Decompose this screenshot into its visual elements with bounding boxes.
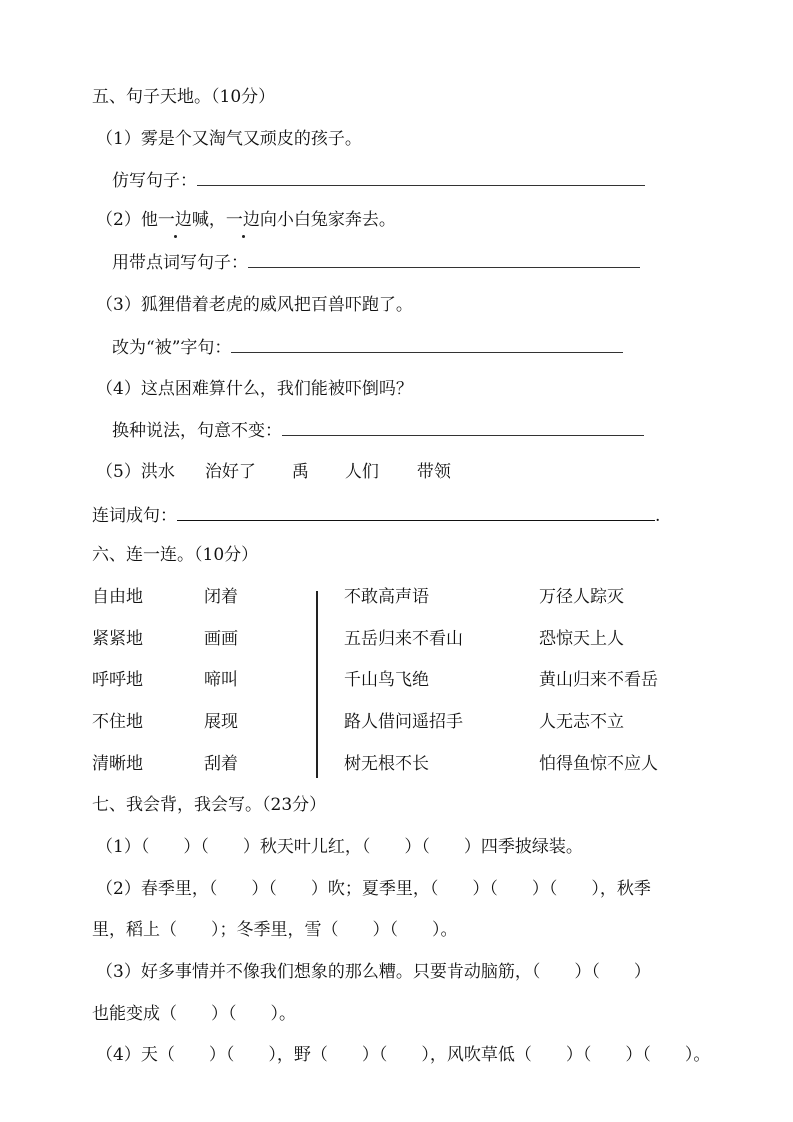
q5-word: 人们 (344, 462, 379, 482)
q3-task-row (112, 337, 623, 359)
q5-end-period: . (655, 506, 661, 526)
q5-word: 洪水 (140, 462, 175, 482)
s7-q2-line2: 里，稻上（ ）；冬季里，雪（ ）（ ）。 (92, 920, 458, 940)
match-item-col2[interactable]: 刮着 (204, 754, 238, 774)
q5-task-row (92, 505, 660, 527)
q2-task-label: 用带点词写句子： (112, 253, 248, 273)
s7-q1: （1）（ ）（ ）秋天叶儿红，（ ）（ ）四季披绿装。 (96, 837, 583, 857)
q1-answer-blank[interactable] (197, 170, 645, 186)
q4-sentence: （4）这点困难算什么，我们能被吓倒吗？ (96, 379, 413, 399)
match-item-col1[interactable]: 不住地 (92, 712, 143, 732)
match-item-col4[interactable]: 黄山归来不看岳 (539, 670, 658, 690)
matching-divider (316, 591, 318, 778)
match-item-col1[interactable]: 紧紧地 (92, 629, 143, 649)
q2-dotted-word-2: 一边 (225, 210, 260, 230)
q2-sentence (96, 209, 396, 231)
q5-words-row (96, 461, 451, 483)
s7-q4: （4）天（ ）（ ），野（ ）（ ），风吹草低（ ）（ ）（ ）。 (96, 1045, 711, 1065)
q5-answer-blank[interactable] (177, 505, 655, 521)
match-item-col3[interactable]: 五岳归来不看山 (344, 629, 463, 649)
match-item-col3[interactable]: 路人借问遥招手 (344, 712, 463, 732)
s7-q3-line1: （3）好多事情并不像我们想象的那么糟。只要肯动脑筋，（ ）（ ） (96, 962, 651, 982)
q5-word: 禹 (291, 462, 309, 482)
match-item-col4[interactable]: 万径人踪灭 (539, 587, 624, 607)
section-5-title: 五、句子天地。（10分） (92, 87, 276, 107)
section-7-title: 七、我会背，我会写。（23分） (92, 795, 327, 815)
q2-task-row (112, 252, 640, 274)
q4-answer-blank[interactable] (282, 420, 644, 436)
q2-answer-blank[interactable] (248, 252, 640, 268)
q2-mid: 喊， (191, 210, 226, 230)
s7-q3-line2: 也能变成（ ）（ ）。 (92, 1004, 296, 1024)
match-item-col4[interactable]: 人无志不立 (539, 712, 624, 732)
q4-task-label: 换种说法，句意不变： (112, 421, 282, 441)
match-item-col1[interactable]: 自由地 (92, 587, 143, 607)
s7-q2-line1: （2）春季里，（ ）（ ）吹；夏季里，（ ）（ ）（ ），秋季 (96, 879, 651, 899)
match-item-col4[interactable]: 怕得鱼惊不应人 (539, 754, 658, 774)
q2-dotted-word-1: 一边 (157, 210, 192, 230)
match-item-col2[interactable]: 啼叫 (204, 670, 238, 690)
match-item-col3[interactable]: 树无根不长 (344, 754, 429, 774)
section-6-title: 六、连一连。（10分） (92, 545, 259, 565)
q2-post: 向小白兔家奔去。 (259, 210, 396, 230)
q1-task-label: 仿写句子： (112, 171, 197, 191)
q2-pre: （2）他 (96, 210, 158, 230)
match-item-col1[interactable]: 清晰地 (92, 754, 143, 774)
q5-task-label: 连词成句： (92, 506, 177, 526)
match-item-col1[interactable]: 呼呼地 (92, 670, 143, 690)
match-item-col2[interactable]: 画画 (204, 629, 238, 649)
q5-word: 治好了 (204, 462, 256, 482)
match-item-col2[interactable]: 展现 (204, 712, 238, 732)
match-item-col2[interactable]: 闭着 (204, 587, 238, 607)
q3-task-label: 改为“被”字句： (112, 338, 232, 358)
q1-task-row (112, 170, 645, 192)
match-item-col4[interactable]: 恐惊天上人 (539, 629, 624, 649)
q3-sentence: （3）狐狸借着老虎的威风把百兽吓跑了。 (96, 295, 413, 315)
q3-answer-blank[interactable] (231, 337, 623, 353)
q5-word: 带领 (416, 462, 451, 482)
q5-label: （5） (96, 462, 141, 482)
q4-task-row (112, 420, 644, 442)
q1-sentence: （1）雾是个又淘气又顽皮的孩子。 (96, 129, 362, 149)
match-item-col3[interactable]: 不敢高声语 (344, 587, 429, 607)
match-item-col3[interactable]: 千山鸟飞绝 (344, 670, 429, 690)
